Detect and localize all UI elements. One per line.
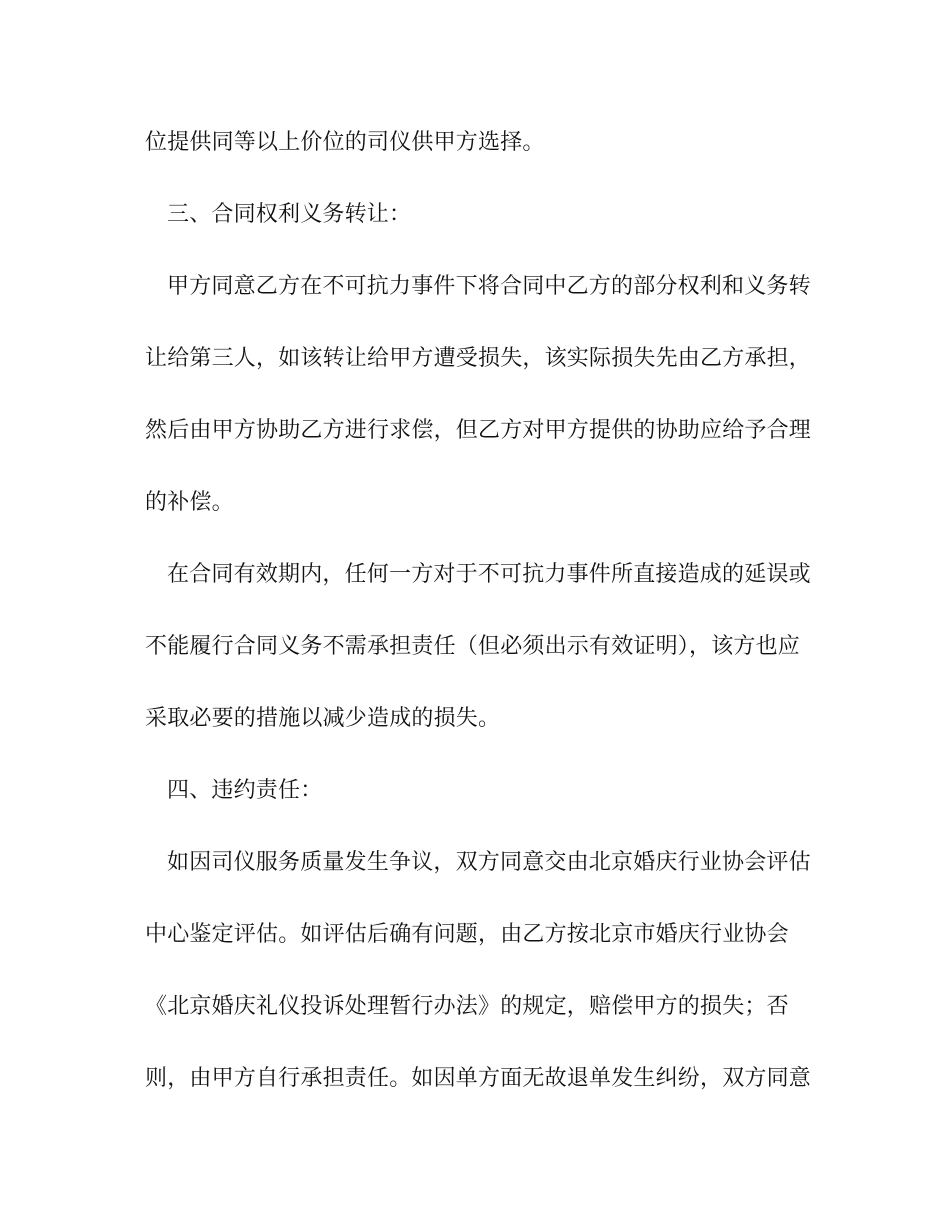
text-line: 《北京婚庆礼仪投诉处理暂行办法》的规定，赔偿甲方的损失；否 [145,994,789,1019]
text-line: 中心鉴定评估。如评估后确有问题，由乙方按北京市婚庆行业协会 [145,922,789,947]
text-line: 的补偿。 [145,490,234,515]
text-line: 采取必要的措施以减少造成的损失。 [145,706,501,731]
section-heading: 三、合同权利义务转让： [167,202,412,227]
text-line: 甲方同意乙方在不可抗力事件下将合同中乙方的部分权利和义务转 [167,274,811,299]
section-heading: 四、违约责任： [167,778,323,803]
text-line: 然后由甲方协助乙方进行求偿，但乙方对甲方提供的协助应给予合理 [145,418,812,443]
text-line: 如因司仪服务质量发生争议，双方同意交由北京婚庆行业协会评估 [167,850,811,875]
text-line: 位提供同等以上价位的司仪供甲方选择。 [145,130,545,155]
text-line: 则，由甲方自行承担责任。如因单方面无故退单发生纠纷，双方同意 [145,1066,812,1091]
text-line: 让给第三人，如该转让给甲方遭受损失，该实际损失先由乙方承担， [145,346,812,371]
text-line: 不能履行合同义务不需承担责任（但必须出示有效证明），该方也应 [145,634,801,659]
text-line: 在合同有效期内，任何一方对于不可抗力事件所直接造成的延误或 [167,562,811,587]
